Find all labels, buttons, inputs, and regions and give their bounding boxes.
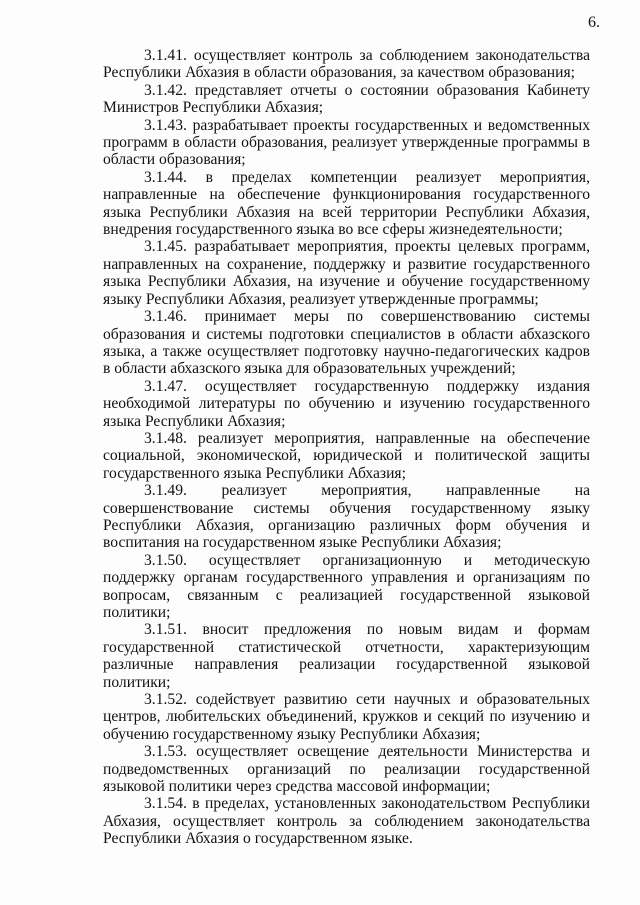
paragraph-3-1-46: 3.1.46. принимает меры по совершенствованию системы образования и системы подготовки специалистов в области абхазского языка, а также осуществляет подготовку научно-педагогических кадров в области абхазского языка для образовательных учреждений; — [103, 308, 590, 378]
paragraph-3-1-45: 3.1.45. разрабатывает мероприятия, проекты целевых программ, направленных на сохранение, поддержку и развитие государственного языка Республики Абхазия, на изучение и обучение государственному языку Республики Абхазия, реализует утвержденные программы; — [103, 238, 590, 308]
document-body — [103, 47, 590, 848]
paragraph-3-1-42: 3.1.42. представляет отчеты о состоянии образования Кабинету Министров Республики Абхазия; — [103, 81, 590, 117]
paragraph-3-1-47: 3.1.47. осуществляет государственную поддержку издания необходимой литературы по обучению и изучению государственного языка Республики Абхазия; — [103, 377, 590, 430]
paragraph-3-1-49: 3.1.49. реализует мероприятия, направленные на совершенствование системы обучения государственному языку Республики Абхазия, организацию различных форм обучения и воспитания на государственном языке Республики Абхазия; — [103, 482, 590, 552]
page-number: 6. — [588, 14, 600, 31]
paragraph-3-1-51: 3.1.51. вносит предложения по новым видам и формам государственной статистической отчетности, характеризующим различные направления реализации государственной языковой политики; — [103, 621, 590, 691]
paragraph-3-1-50: 3.1.50. осуществляет организационную и методическую поддержку органам государственного управления и организациям по вопросам, связанным с реализацией государственной языковой политики; — [103, 551, 590, 621]
paragraph-3-1-48: 3.1.48. реализует мероприятия, направленные на обеспечение социальной, экономической, юридической и политической защиты государственного языка Республики Абхазия; — [103, 429, 590, 482]
paragraph-3-1-52: 3.1.52. содействует развитию сети научных и образовательных центров, любительских объединений, кружков и секций по изучению и обучению государственному языку Республики Абхазия; — [103, 691, 590, 743]
paragraph-3-1-53: 3.1.53. осуществляет освещение деятельности Министерства и подведомственных организаций по реализации государственной языковой политики через средства массовой информации; — [103, 743, 590, 796]
paragraph-3-1-44: 3.1.44. в пределах компетенции реализует мероприятия, направленные на обеспечение функционирования государственного языка Республики Абхазия на всей территории Республики Абхазия, внедрения государственного языка во все сферы жизнедеятельности; — [103, 168, 590, 239]
paragraph-3-1-41: 3.1.41. осуществляет контроль за соблюдением законодательства Республики Абхазия в области образования, за качеством образования; — [103, 47, 590, 82]
paragraph-3-1-43: 3.1.43. разрабатывает проекты государственных и ведомственных программ в области образования, реализует утвержденные программы в области образования; — [103, 116, 590, 169]
paragraph-3-1-54: 3.1.54. в пределах, установленных законодательством Республики Абхазия, осуществляет контроль за соблюдением законодательства Республики Абхазия о государственном языке. — [103, 795, 590, 848]
